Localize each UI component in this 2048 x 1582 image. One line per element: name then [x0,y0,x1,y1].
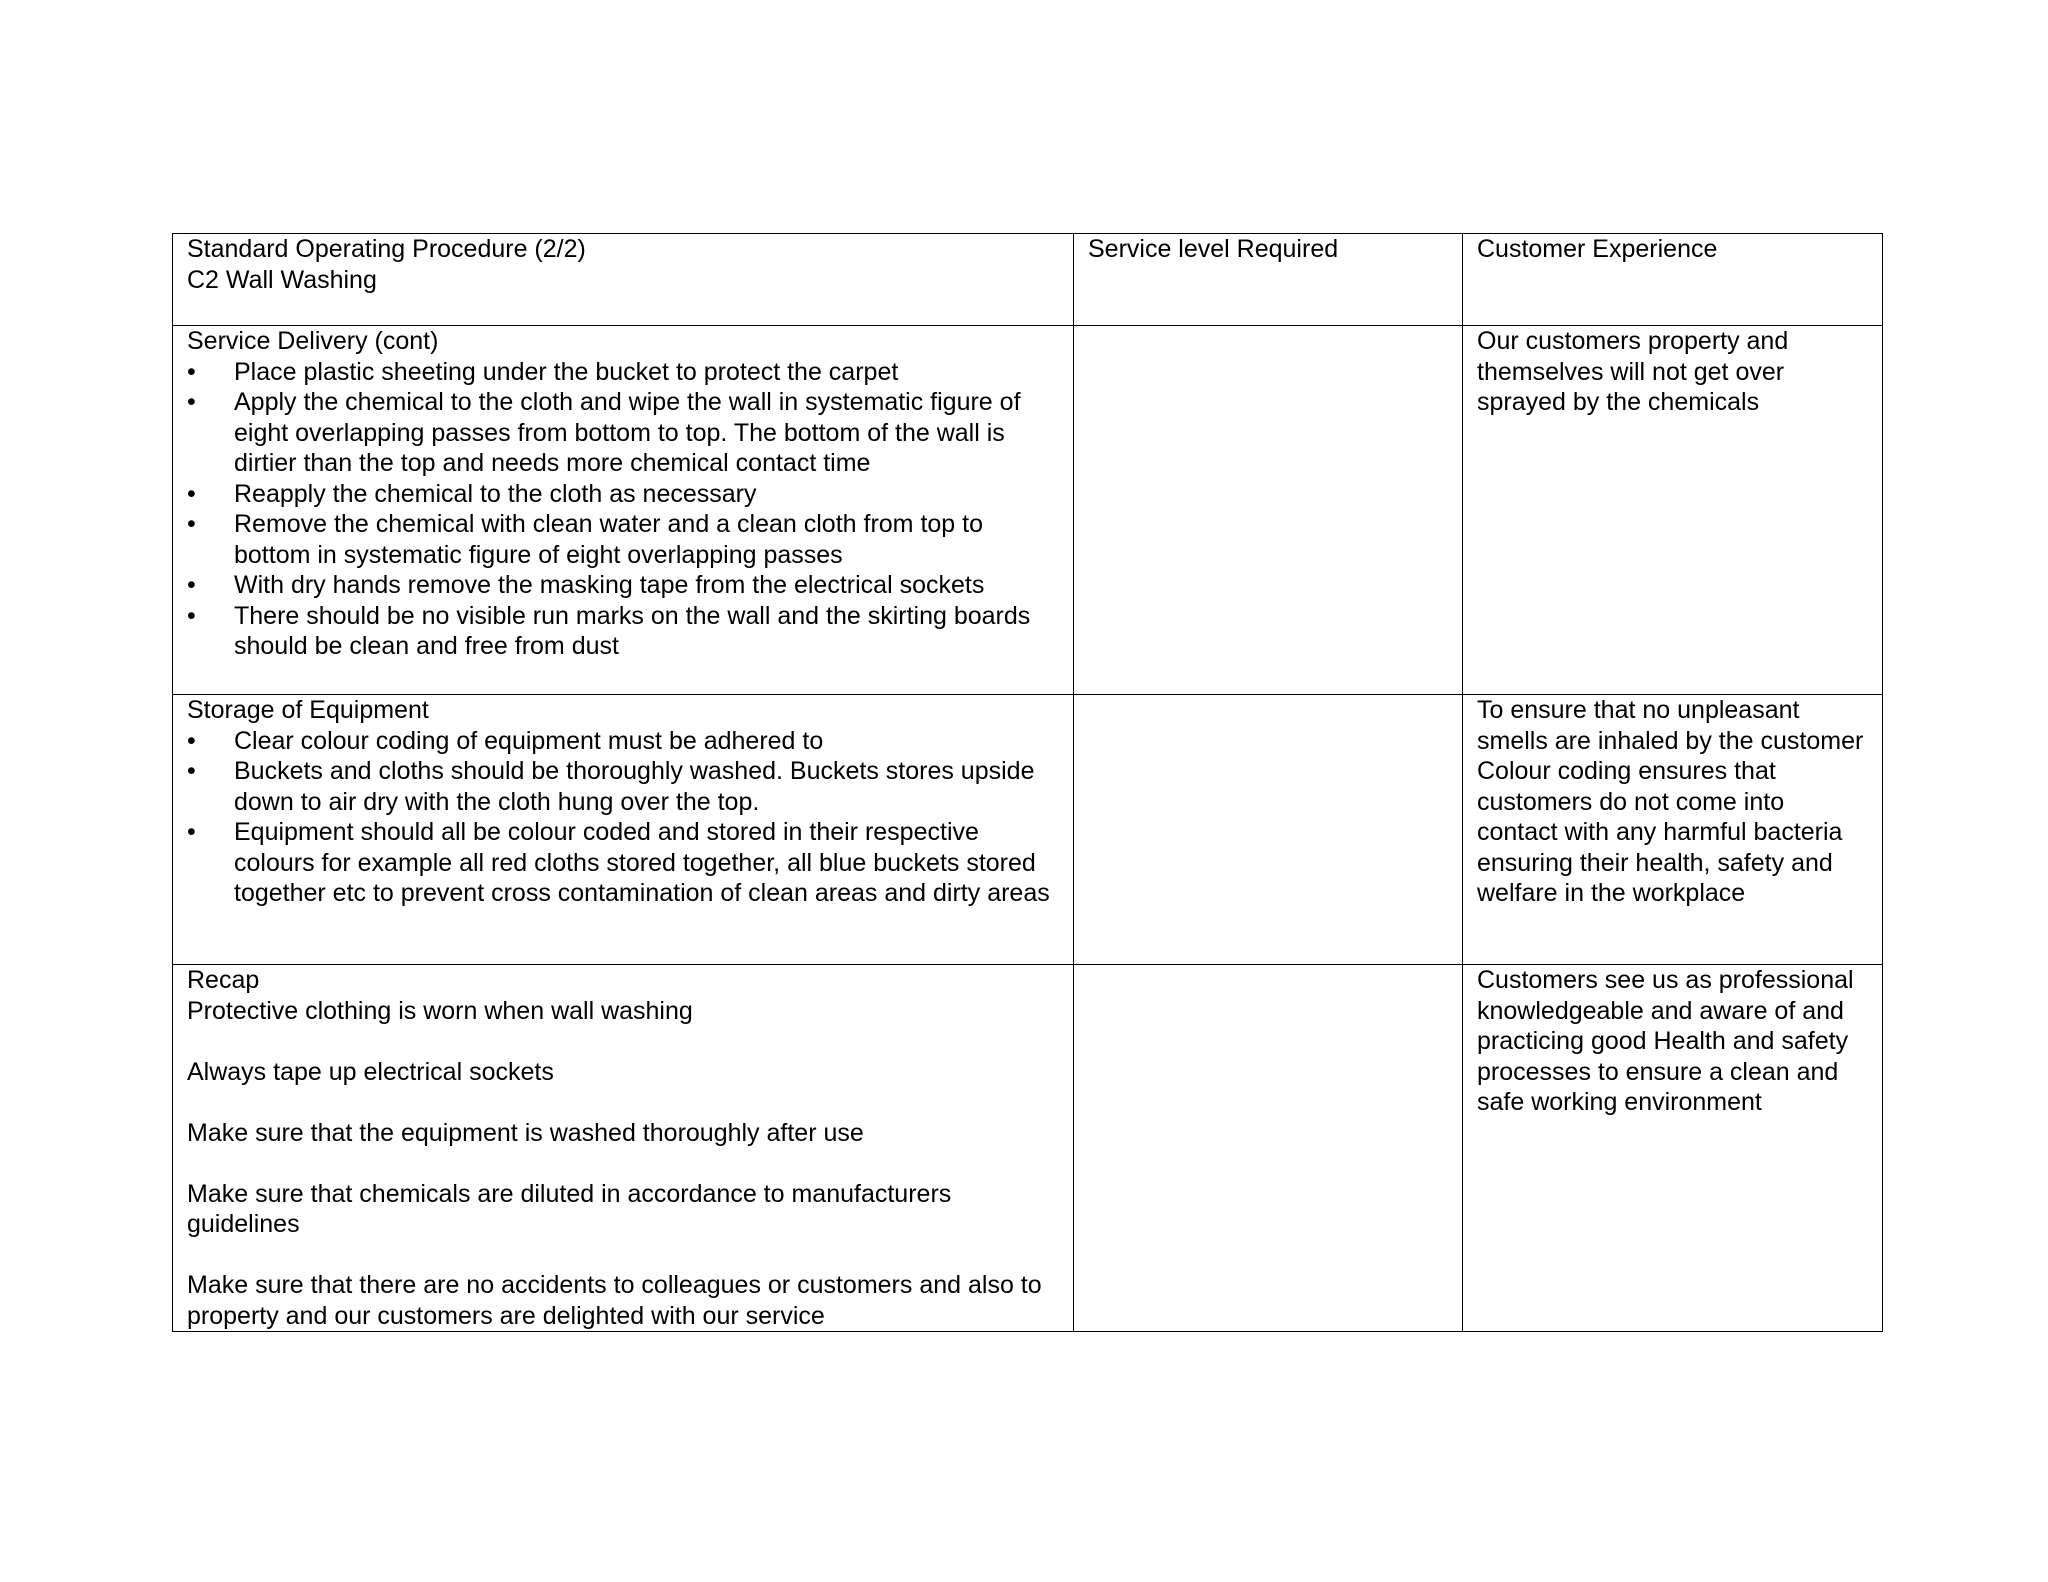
customer-experience-header-label: Customer Experience [1477,235,1718,263]
spacer [187,1240,1059,1271]
list-item: • There should be no visible run marks on the wall and the skirting boards should be clean and free from dust [187,601,1059,662]
storage-customer-experience [1463,695,1883,965]
list-item: • Reapply the chemical to the cloth as necessary [187,479,1059,510]
procedure-subtitle: C2 Wall Washing [187,265,377,294]
list-item: • Place plastic sheeting under the bucket to protect the carpet [187,357,1059,388]
service-delivery-customer-experience [1463,326,1883,695]
storage-row [173,695,1883,965]
sop-table [172,233,1883,1332]
service-delivery-cell [173,326,1074,695]
spacer [187,1148,1059,1179]
header-row [173,234,1883,326]
recap-item: Make sure that chemicals are diluted in accordance to manufacturers guidelines [187,1179,952,1238]
recap-customer-experience [1463,965,1883,1332]
list-item: • Apply the chemical to the cloth and wipe the wall in systematic figure of eight overlapping passes from bottom to top. The bottom of the wall is dirtier than the top and needs more chemical contact time [187,387,1059,479]
recap-row [173,965,1883,1332]
service-delivery-customer-experience-text: Our customers property and themselves will not get over sprayed by the chemicals [1477,327,1789,416]
service-level-header [1074,234,1463,326]
recap-item: Always tape up electrical sockets [187,1057,554,1086]
recap-service-level [1074,965,1463,1332]
storage-customer-experience-text: Colour coding ensures that customers do not come into contact with any harmful bacteria ensuring their health, safety and welfare in the workplace [1477,757,1843,907]
spacer [187,1087,1059,1118]
list-item: • Equipment should all be colour coded and stored in their respective colours for example all red cloths stored together, all blue buckets stored together etc to prevent cross contamination of clean areas and dirty areas [187,817,1059,909]
list-item: • With dry hands remove the masking tape from the electrical sockets [187,570,1059,601]
customer-experience-header [1463,234,1883,326]
service-delivery-row [173,326,1883,695]
recap-heading: Recap [187,966,260,994]
service-level-header-label: Service level Required [1088,235,1339,263]
service-delivery-service-level [1074,326,1463,695]
storage-cell [173,695,1074,965]
service-delivery-heading: Service Delivery (cont) [187,327,439,355]
recap-cell [173,965,1074,1332]
list-item: • Clear colour coding of equipment must be adhered to [187,726,1059,757]
storage-list [187,726,1059,909]
recap-item: Protective clothing is worn when wall washing [187,996,693,1025]
spacer [187,1026,1059,1057]
storage-service-level [1074,695,1463,965]
recap-item: Make sure that there are no accidents to colleagues or customers and also to property and our customers are delighted with our service [187,1271,1042,1330]
service-delivery-list [187,357,1059,662]
recap-customer-experience-text: Customers see us as professional knowledgeable and aware of and practicing good Health and safety processes to ensure a clean and safe working environment [1477,966,1854,1116]
storage-customer-experience-text: To ensure that no unpleasant smells are inhaled by the customer [1477,696,1864,755]
recap-item: Make sure that the equipment is washed thoroughly after use [187,1118,864,1147]
procedure-title-cell [173,234,1074,326]
list-item: • Remove the chemical with clean water and a clean cloth from top to bottom in systematic figure of eight overlapping passes [187,509,1059,570]
procedure-title: Standard Operating Procedure (2/2) [187,235,586,263]
list-item: • Buckets and cloths should be thoroughly washed. Buckets stores upside down to air dry with the cloth hung over the top. [187,756,1059,817]
storage-heading: Storage of Equipment [187,696,429,724]
